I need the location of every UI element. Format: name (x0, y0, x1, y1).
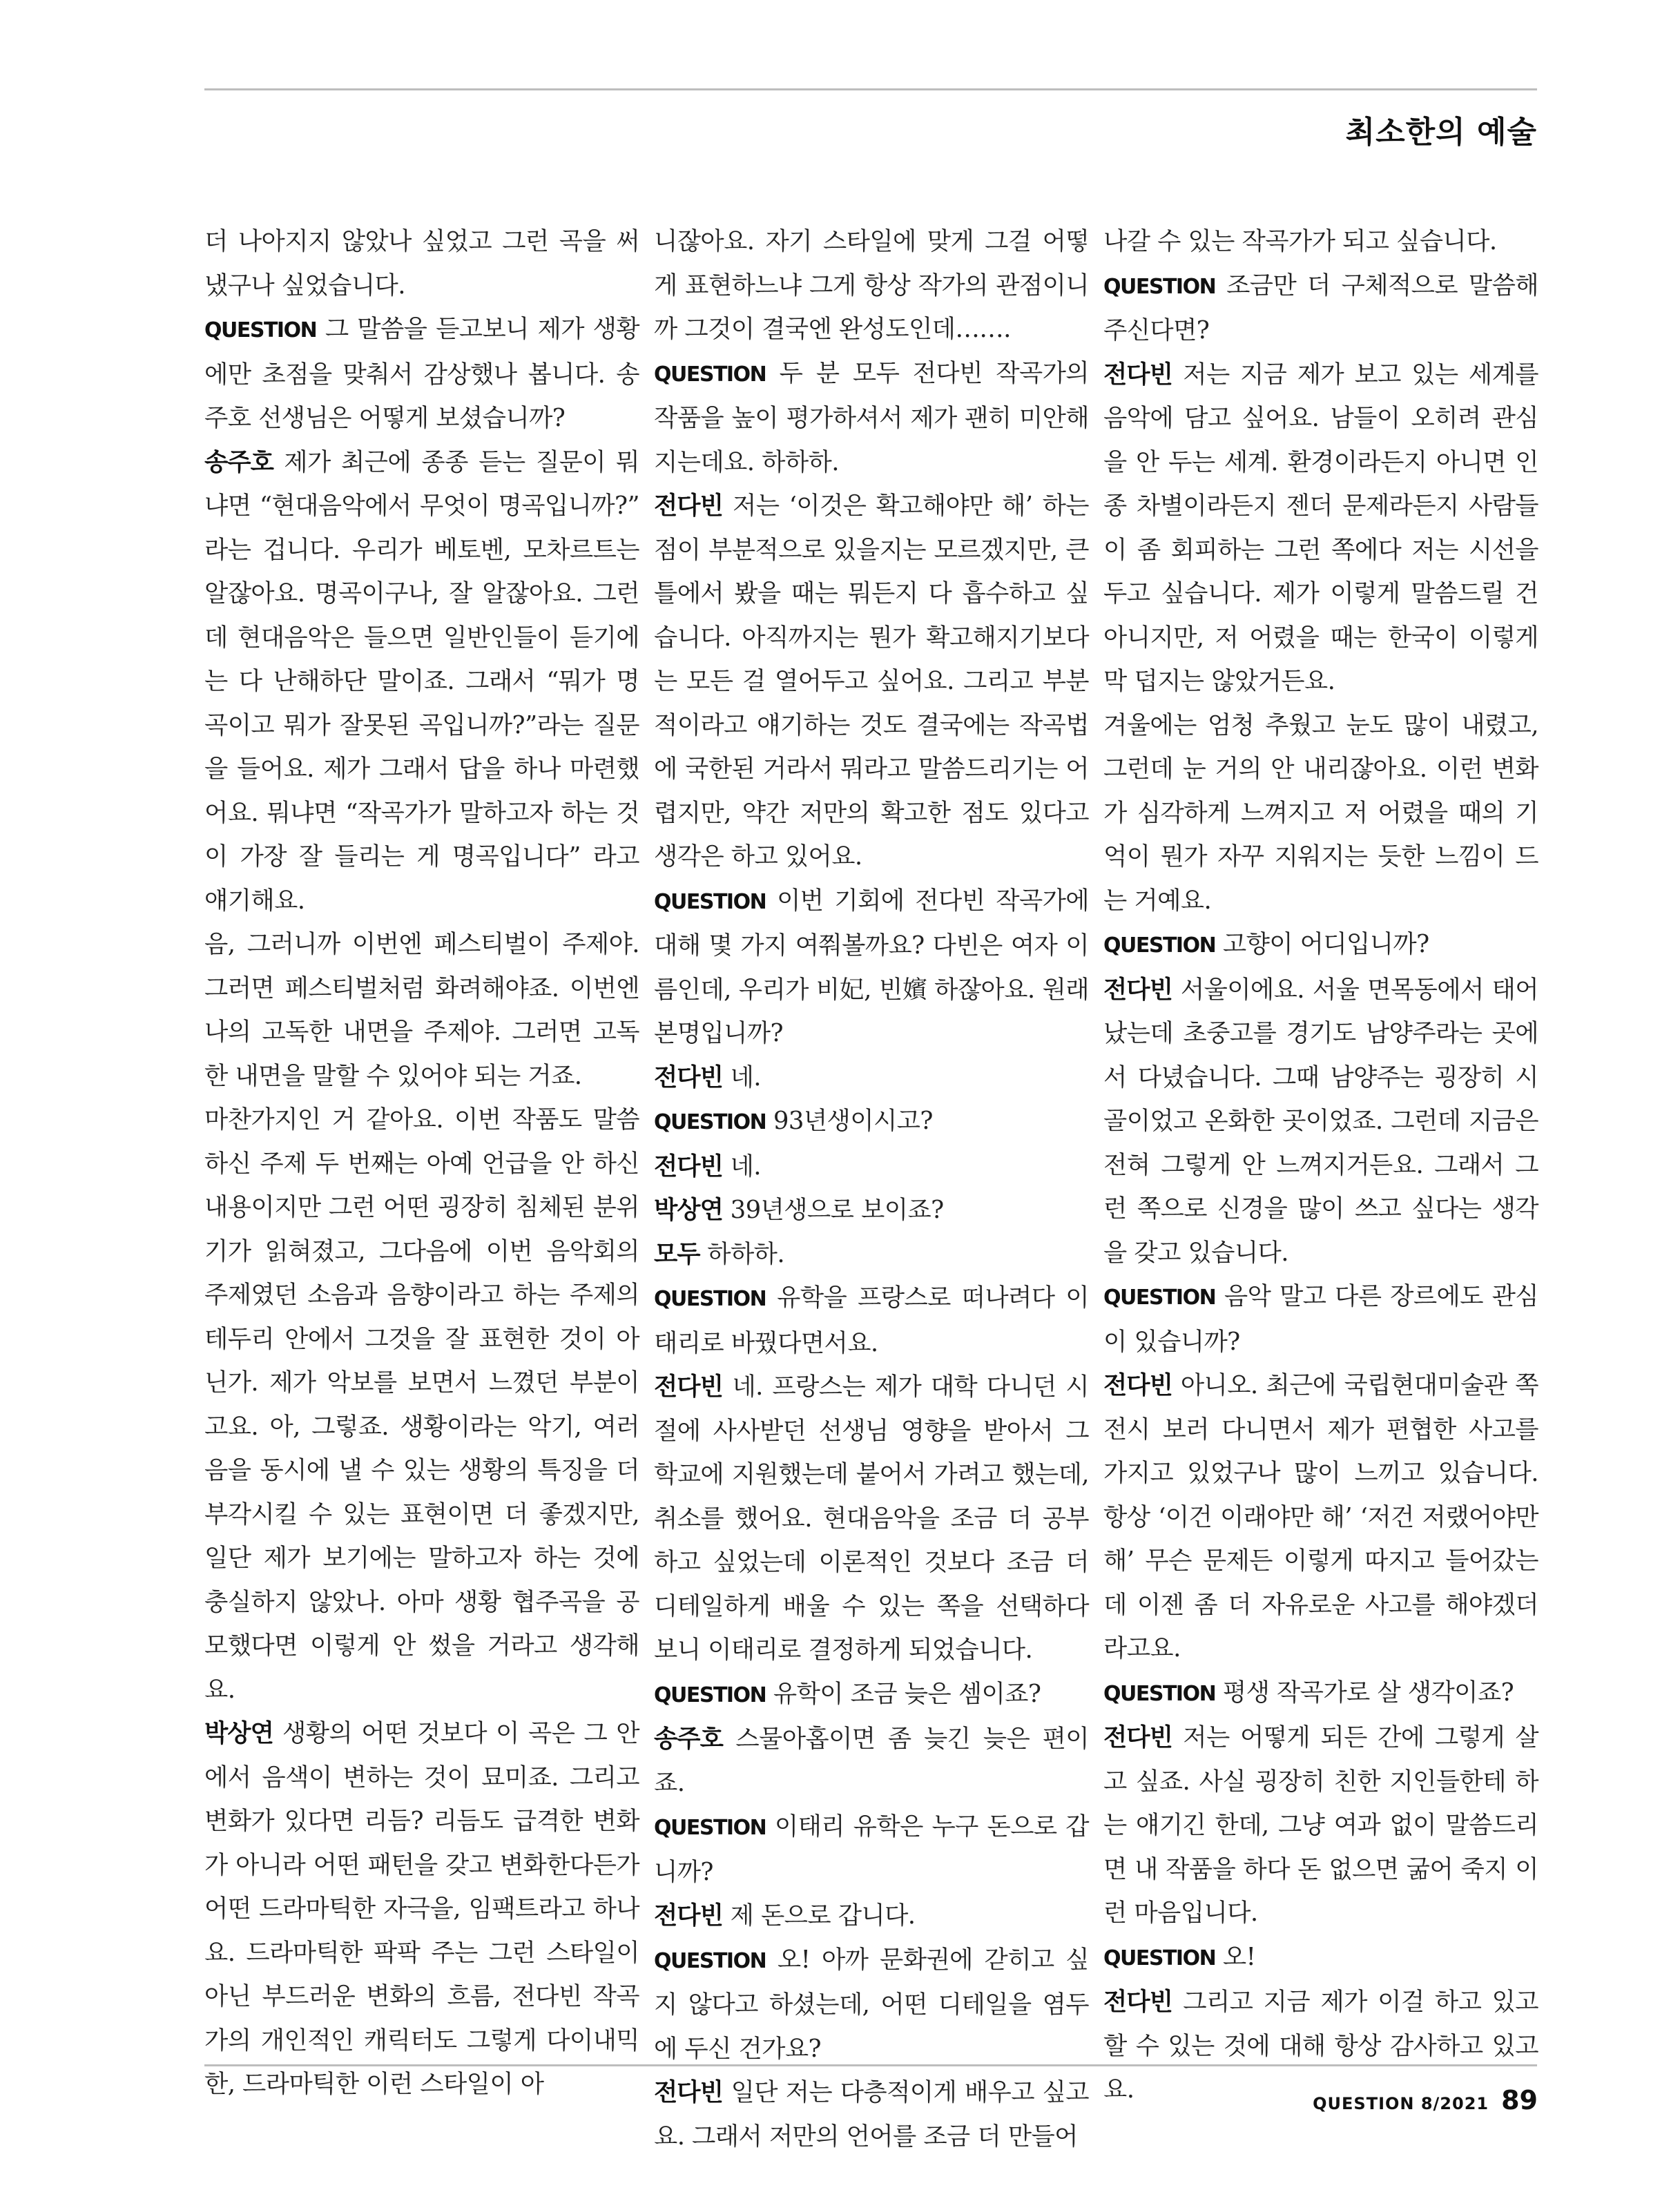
text-column-2 (654, 220, 1089, 2158)
speaker-label: 박상연 (204, 1719, 273, 1747)
interview-paragraph (204, 1098, 639, 1712)
paragraph-text: 39년생으로 보이죠? (730, 1196, 944, 1224)
interview-paragraph (204, 220, 639, 307)
speaker-label: 송주호 (204, 447, 273, 476)
paragraph-text: 네. (730, 1152, 761, 1181)
speaker-label: QUESTION (1103, 933, 1216, 958)
paragraph-text: 네. 프랑스는 제가 대학 다니던 시절에 사사받던 선생님 영향을 받아서 그 학교에 지원했는데 붙어서 가려고 했는데, 취소를 했어요. 현대음악을 조금 더 공부하고 싶었는데 이론적인 것보다 조금 더 디테일하게 배울 수 있는 쪽을 선택하다 보니 이태리로 결정하게 되었습니다. (654, 1373, 1089, 1664)
interview-paragraph (654, 220, 1089, 351)
speaker-label: 전다빈 (1103, 360, 1172, 389)
interview-paragraph (654, 1938, 1089, 2071)
interview-paragraph (1103, 264, 1538, 353)
interview-paragraph (204, 922, 639, 1098)
paragraph-text: 이번 기회에 전다빈 작곡가에 대해 몇 가지 여쭤볼까요? 다빈은 여자 이름인데, 우리가 비妃, 빈嬪 하잖아요. 원래 본명입니까? (654, 886, 1089, 1047)
interview-paragraph (654, 879, 1089, 1056)
paragraph-text: 겨울에는 엄청 추웠고 눈도 많이 내렸고, 그런데 눈 거의 안 내리잖아요. 이런 변화가 심각하게 느껴지고 저 어렸을 때의 기억이 뭔가 자꾸 지워지는 듯한 느낌이 드는 거예요. (1103, 710, 1538, 915)
speaker-label: QUESTION (654, 362, 766, 387)
paragraph-text: 그 말씀을 듣고보니 제가 생황에만 초점을 맞춰서 감상했나 봅니다. 송주호 선생님은 어떻게 보셨습니까? (204, 315, 639, 432)
interview-paragraph (654, 351, 1089, 485)
text-column-1 (204, 220, 639, 2106)
interview-paragraph (1103, 922, 1538, 968)
paragraph-text: 조금만 더 구체적으로 말씀해 주신다면? (1103, 271, 1538, 345)
paragraph-text: 제 돈으로 갑니다. (730, 1901, 916, 1930)
speaker-label: 전다빈 (1103, 1723, 1172, 1752)
speaker-label: QUESTION (1103, 1946, 1216, 1970)
speaker-label: QUESTION (1103, 1286, 1216, 1310)
interview-paragraph (654, 1099, 1089, 1145)
paragraph-text: 저는 ‘이것은 확고해야만 해’ 하는 점이 부분적으로 있을지는 모르겠지만, 큰 틀에서 봤을 때는 뭐든지 다 흡수하고 싶습니다. 아직까지는 뭔가 확고해지기보다는 모든 걸 열어두고 싶어요. 그리고 부분적이라고 얘기하는 것도 결국에는 작곡법에 국한된 거라서 뭐라고 말씀드리기는 어렵지만, 약간 저만의 확고한 점도 있다고 생각은 하고 있어요. (654, 492, 1090, 871)
speaker-label: 전다빈 (654, 1152, 723, 1181)
interview-paragraph (654, 1188, 1089, 1232)
paragraph-text: 평생 작곡가로 살 생각이죠? (1222, 1678, 1514, 1707)
paragraph-text: 제가 최근에 종종 듣는 질문이 뭐냐면 “현대음악에서 무엇이 명곡입니까?” 라는 겁니다. 우리가 베토벤, 모차르트는 알잖아요. 명곡이구나, 잘 알잖아요. 그런데 현대음악은 들으면 일반인들이 듣기에는 다 난해하단 말이죠. 그래서 “뭐가 명곡이고 뭐가 잘못된 곡입니까?”라는 질문을 들어요. 제가 그래서 답을 하나 마련했어요. 뭐냐면 “작곡가가 말하고자 하는 것이 가장 잘 들리는 게 명곡입니다” 라고 얘기해요. (204, 447, 640, 915)
speaker-label: 전다빈 (654, 1373, 723, 1401)
interview-paragraph (654, 2071, 1089, 2158)
paragraph-text: 마찬가지인 거 같아요. 이번 작품도 말씀하신 주제 두 번째는 아예 언급을 안 하신 내용이지만 그런 어떤 굉장히 침체된 분위기가 읽혀졌고, 그다음에 이번 음악회의 주제였던 소음과 음향이라고 하는 주제의 테두리 안에서 그것을 잘 표현한 것이 아닌가. 제가 악보를 보면서 느꼈던 부분이고요. 아, 그렇죠. 생황이라는 악기, 여러 음을 동시에 낼 수 있는 생황의 특징을 더 부각시킬 수 있는 표현이면 더 좋겠지만, 일단 제가 보기에는 말하고자 하는 것에 충실하지 않았나. 아마 생황 협주곡을 공모했다면 이렇게 안 썼을 거라고 생각해요. (204, 1105, 639, 1704)
top-rule (204, 88, 1537, 90)
speaker-label: 전다빈 (654, 1901, 723, 1930)
interview-paragraph (1103, 1671, 1538, 1716)
interview-paragraph (654, 1672, 1089, 1718)
speaker-label: 전다빈 (1103, 1371, 1172, 1399)
interview-paragraph (1103, 1274, 1538, 1364)
speaker-label: QUESTION (654, 889, 766, 914)
paragraph-text: 오! 아까 문화권에 갇히고 싶지 않다고 하셨는데, 어떤 디테일을 염두에 두신 건가요? (654, 1945, 1089, 2063)
interview-paragraph (654, 1232, 1089, 1277)
speaker-label: 전다빈 (654, 1063, 723, 1092)
interview-paragraph (1103, 1716, 1538, 1935)
paragraph-text: 나갈 수 있는 작곡가가 되고 싶습니다. (1103, 227, 1497, 255)
paragraph-text: 아니오. 최근에 국립현대미술관 쪽 전시 보러 다니면서 제가 편협한 사고를 가지고 있었구나 많이 느끼고 있습니다. 항상 ‘이건 이래야만 해’ ‘저건 저랬어야만 해’ 무슨 문제든 이렇게 따지고 들어갔는데 이젠 좀 더 자유로운 사고를 해야겠더라고요. (1103, 1371, 1538, 1663)
paragraph-text: 음악 말고 다른 장르에도 관심이 있습니까? (1103, 1282, 1538, 1356)
interview-paragraph (1103, 968, 1538, 1275)
paragraph-text: 두 분 모두 전다빈 작곡가의 작품을 높이 평가하셔서 제가 괜히 미안해지는데요. 하하하. (654, 358, 1089, 476)
paragraph-text: 오! (1222, 1942, 1256, 1971)
paragraph-text: 유학이 조금 늦은 셈이죠? (773, 1679, 1041, 1708)
interview-paragraph (1103, 1935, 1538, 1981)
interview-paragraph (654, 1145, 1089, 1189)
paragraph-text: 유학을 프랑스로 떠나려다 이태리로 바꿨다면서요. (654, 1283, 1089, 1357)
interview-paragraph (654, 1276, 1089, 1365)
speaker-label: 전다빈 (654, 492, 723, 520)
magazine-issue: QUESTION 8/2021 (1313, 2094, 1489, 2113)
text-column-3 (1103, 220, 1538, 2112)
paragraph-text: 음, 그러니까 이번엔 페스티벌이 주제야. 그러면 페스티벌처럼 화려해야죠. 이번엔 나의 고독한 내면을 주제야. 그러면 고독한 내면을 말할 수 있어야 되는 거죠. (204, 930, 639, 1090)
speaker-label: QUESTION (654, 1110, 766, 1134)
interview-paragraph (1103, 220, 1538, 264)
speaker-label: QUESTION (1103, 274, 1216, 299)
paragraph-text: 하하하. (707, 1239, 785, 1268)
interview-paragraph (654, 1894, 1089, 1938)
page-footer (1313, 2085, 1538, 2115)
paragraph-text: 스물아홉이면 좀 늦긴 늦은 편이죠. (654, 1725, 1089, 1797)
interview-paragraph (204, 440, 639, 923)
speaker-label: QUESTION (654, 1683, 766, 1707)
paragraph-text: 저는 어떻게 되든 간에 그렇게 살고 싶죠. 사실 굉장히 친한 지인들한테 하는 얘기긴 한데, 그냥 여과 없이 말씀드리면 내 작품을 하다 돈 없으면 굶어 죽지 이런 마음입니다. (1103, 1723, 1539, 1927)
interview-paragraph (654, 1056, 1089, 1100)
paragraph-text: 일단 저는 다층적이게 배우고 싶고요. 그래서 저만의 언어를 조금 더 만들어 (654, 2078, 1089, 2151)
speaker-label: 송주호 (654, 1725, 723, 1753)
paragraph-text: 그리고 지금 제가 이걸 하고 있고 할 수 있는 것에 대해 항상 감사하고 있고요. (1103, 1988, 1539, 2104)
paragraph-text: 서울이에요. 서울 면목동에서 태어났는데 초중고를 경기도 남양주라는 곳에서 다녔습니다. 그때 남양주는 굉장히 시골이었고 온화한 곳이었죠. 그런데 지금은 전혀 그렇게 안 느껴지거든요. 그래서 그런 쪽으로 신경을 많이 쓰고 싶다는 생각을 갖고 있습니다. (1103, 975, 1538, 1267)
speaker-label: QUESTION (654, 1948, 766, 1973)
paragraph-text: 이태리 유학은 누구 돈으로 갑니까? (654, 1812, 1089, 1886)
interview-paragraph (654, 484, 1089, 879)
speaker-label: 전다빈 (1103, 1988, 1172, 2016)
bottom-rule (204, 2064, 1537, 2066)
paragraph-text: 저는 지금 제가 보고 있는 세계를 음악에 담고 싶어요. 남들이 오히려 관심을 안 두는 세계. 환경이라든지 아니면 인종 차별이라든지 젠더 문제라든지 사람들이 좀 회피하는 그런 쪽에다 저는 시선을 두고 싶습니다. 제가 이렇게 말씀드릴 건 아니지만, 저 어렸을 때는 한국이 이렇게 막 덥지는 않았거든요. (1103, 360, 1539, 695)
interview-paragraph (1103, 1364, 1538, 1671)
interview-paragraph (654, 1805, 1089, 1894)
interview-paragraph (204, 1712, 639, 2106)
speaker-label: 전다빈 (654, 2078, 723, 2106)
paragraph-text: 고향이 어디입니까? (1222, 930, 1429, 958)
interview-paragraph (654, 1717, 1089, 1805)
speaker-label: QUESTION (654, 1287, 766, 1311)
speaker-label: QUESTION (654, 1816, 766, 1840)
paragraph-text: 더 나아지지 않았나 싶었고 그런 곡을 써 냈구나 싶었습니다. (204, 227, 639, 300)
speaker-label: 모두 (654, 1239, 700, 1268)
section-title: 최소한의 예술 (1345, 115, 1537, 150)
paragraph-text: 93년생이시고? (773, 1107, 933, 1135)
speaker-label: QUESTION (204, 318, 317, 342)
paragraph-text: 생황의 어떤 것보다 이 곡은 그 안에서 음색이 변하는 것이 묘미죠. 그리고 변화가 있다면 리듬? 리듬도 급격한 변화가 아니라 어떤 패턴을 갖고 변화한다든가 어떤 드라마틱한 자극을, 임팩트라고 하나요. 드라마틱한 팍팍 주는 그런 스타일이 아닌 부드러운 변화의 흐름, 전다빈 작곡가의 개인적인 캐릭터도 그렇게 다이내믹한, 드라마틱한 이런 스타일이 아 (204, 1719, 639, 2098)
paragraph-text: 네. (730, 1063, 761, 1092)
page-number: 89 (1501, 2085, 1538, 2115)
speaker-label: 박상연 (654, 1196, 723, 1224)
interview-paragraph (1103, 704, 1538, 923)
speaker-label: QUESTION (1103, 1681, 1216, 1706)
interview-paragraph (204, 307, 639, 440)
paragraph-text: 니잖아요. 자기 스타일에 맞게 그걸 어떻게 표현하느냐 그게 항상 작가의 관점이니까 그것이 결국엔 완성도인데……. (654, 227, 1089, 343)
interview-paragraph (1103, 353, 1538, 704)
speaker-label: 전다빈 (1103, 975, 1172, 1004)
interview-paragraph (654, 1365, 1089, 1672)
